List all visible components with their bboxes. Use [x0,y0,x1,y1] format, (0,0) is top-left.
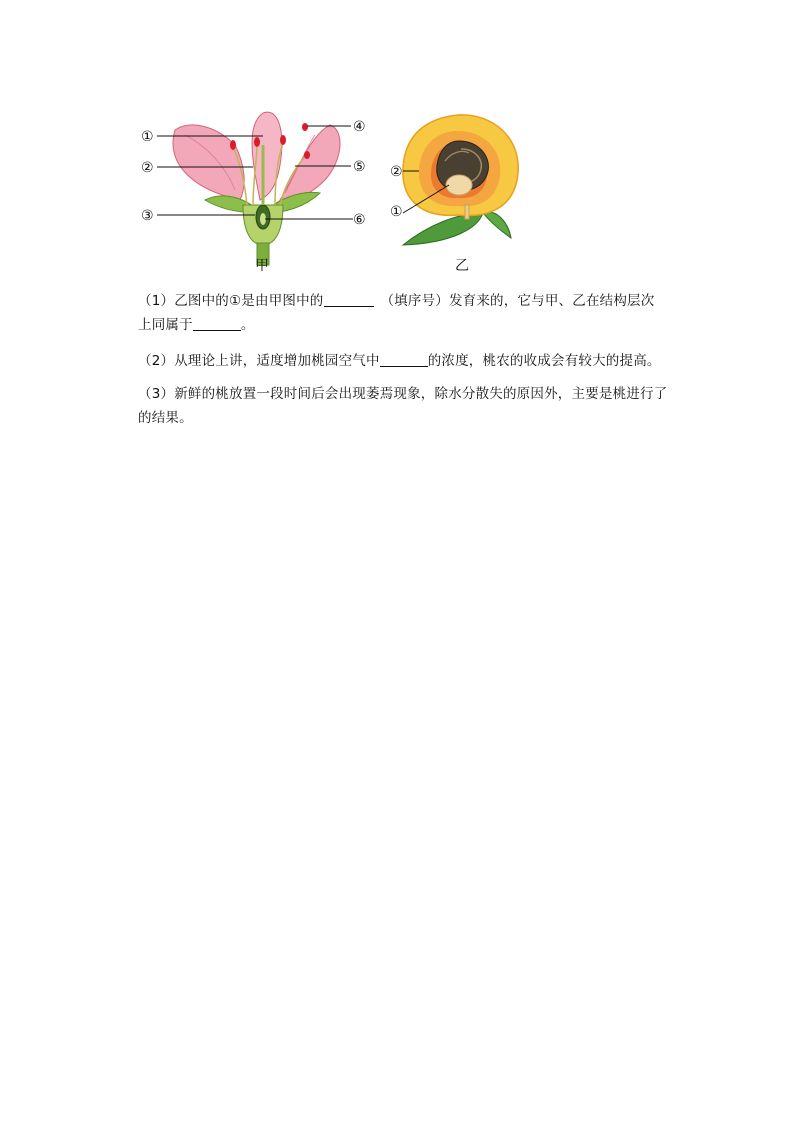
q2-text-a: （2）从理论上讲，适度增加桃园空气中 [138,353,380,369]
q1-blank-2[interactable] [193,314,241,331]
question-2 [138,349,678,373]
flower-caption: 甲 [255,258,269,274]
question-1 [138,289,678,337]
flower-label-1: ① [141,129,154,145]
peach-caption: 乙 [455,258,469,274]
peach-diagram [383,113,533,263]
q2-text-b: 的浓度，桃农的收成会有较大的提高。 [427,353,661,369]
flower-label-3: ③ [141,208,154,224]
figure [135,105,535,285]
q1-blank-1[interactable] [324,290,374,307]
peach-label-2: ② [390,164,403,180]
q1-text-d: 。 [240,317,255,333]
flower-label-6: ⑥ [353,212,366,228]
q1-text-c: 上同属于 [138,317,193,333]
q3-text-a: （3）新鲜的桃放置一段时间后会出现萎焉现象，除水分散失的原因外，主要是桃进行了 [138,386,668,402]
flower-label-2: ② [141,160,154,176]
q1-text-a: （1）乙图中的①是由甲图中的 [138,293,324,309]
flower-diagram [135,105,375,265]
flower-label-5: ⑤ [353,159,366,175]
q1-text-b: （填序号）发育来的，它与甲、乙在结构层次 [373,293,655,309]
question-3 [138,382,678,430]
flower-label-4: ④ [353,119,366,135]
q2-blank[interactable] [380,350,428,367]
peach-label-1: ① [390,204,403,220]
q3-text-b: 的结果。 [138,410,193,426]
